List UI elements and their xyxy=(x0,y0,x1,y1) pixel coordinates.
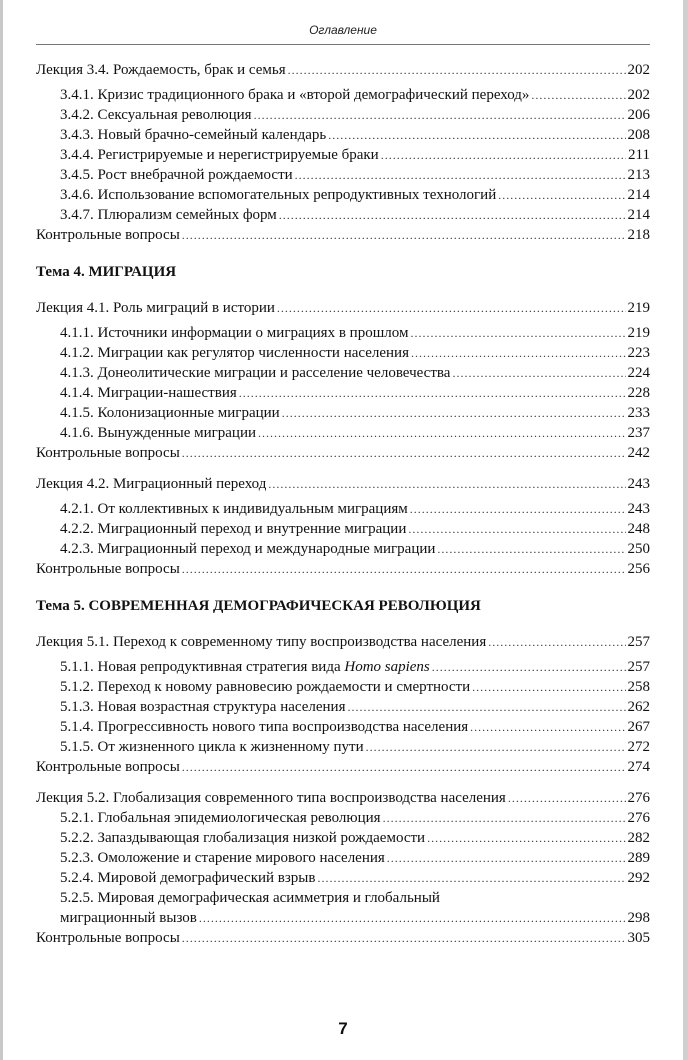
toc-entry-title: 5.1.4. Прогрессивность нового типа воспроизводства населения xyxy=(60,719,469,735)
toc-entry-page: 206 xyxy=(627,107,650,123)
toc-entry-title: 5.2.2. Запаздывающая глобализация низкой рождаемости xyxy=(60,830,426,846)
toc-lecture-4-1[interactable] xyxy=(36,298,650,318)
toc-entry-page: 289 xyxy=(627,850,650,866)
toc-control-questions[interactable] xyxy=(36,225,650,245)
toc-entry-page: 214 xyxy=(627,207,650,223)
toc-entry-page: 211 xyxy=(628,147,650,163)
toc-theme-heading: Тема 4. МИГРАЦИЯ xyxy=(36,264,177,280)
toc-entry-title: 5.2.3. Омоложение и старение мирового населения xyxy=(60,850,385,866)
leader-dots xyxy=(488,632,625,652)
leader-dots xyxy=(258,423,625,443)
toc-entry-page: 274 xyxy=(627,759,650,775)
toc-entry-page: 208 xyxy=(627,127,650,143)
toc-entry-page: 224 xyxy=(627,365,650,381)
toc-entry-title: 3.4.4. Регистрируемые и нерегистрируемые браки xyxy=(60,147,379,163)
toc-entry-title: Контрольные вопросы xyxy=(36,227,180,243)
leader-dots xyxy=(277,298,626,318)
toc-entry-title: 4.1.4. Миграции-нашествия xyxy=(60,385,237,401)
toc-item[interactable] xyxy=(36,499,650,519)
toc-entry-title: 4.2.1. От коллективных к индивидуальным миграциям xyxy=(60,501,408,517)
leader-dots xyxy=(182,757,626,777)
table-of-contents xyxy=(36,60,650,948)
toc-entry-page: 214 xyxy=(627,187,650,203)
toc-entry-page: 305 xyxy=(627,930,650,946)
toc-entry-page: 219 xyxy=(627,300,650,316)
toc-entry-title: Лекция 4.1. Роль миграций в истории xyxy=(36,300,275,316)
leader-dots xyxy=(282,403,626,423)
toc-lecture-4-2[interactable] xyxy=(36,474,650,494)
toc-entry-title: 4.1.3. Донеолитические миграции и расселение человечества xyxy=(60,365,451,381)
toc-entry-page: 202 xyxy=(627,87,650,103)
toc-entry-page: 282 xyxy=(627,830,650,846)
toc-entry-title-italic: Homo sapiens xyxy=(344,659,430,675)
toc-item[interactable] xyxy=(36,808,650,828)
toc-entry-title: Контрольные вопросы xyxy=(36,759,180,775)
toc-entry-page: 242 xyxy=(627,445,650,461)
toc-entry-page: 257 xyxy=(627,659,650,675)
toc-entry-page: 276 xyxy=(627,810,650,826)
toc-entry-title: 4.2.2. Миграционный переход и внутренние миграции xyxy=(60,521,407,537)
toc-entry-title: Лекция 5.1. Переход к современному типу воспроизводства населения xyxy=(36,634,487,650)
leader-dots xyxy=(427,828,625,848)
toc-item-wrapped-line1[interactable] xyxy=(36,888,650,908)
toc-item[interactable] xyxy=(36,539,650,559)
page-edge-right xyxy=(683,0,688,1060)
toc-entry-title: 5.1.3. Новая возрастная структура населения xyxy=(60,699,346,715)
leader-dots xyxy=(472,677,625,697)
toc-entry-page: 223 xyxy=(627,345,650,361)
leader-dots xyxy=(432,657,626,677)
leader-dots xyxy=(328,125,625,145)
toc-entry-page: 218 xyxy=(627,227,650,243)
toc-control-questions[interactable] xyxy=(36,559,650,579)
leader-dots xyxy=(387,848,626,868)
toc-item[interactable] xyxy=(36,205,650,225)
toc-entry-title-prefix: 5.1.1. Новая репродуктивная стратегия вида xyxy=(60,659,345,675)
toc-control-questions[interactable] xyxy=(36,928,650,948)
toc-entry-page: 262 xyxy=(627,699,650,715)
toc-entry-page: 219 xyxy=(627,325,650,341)
leader-dots xyxy=(508,788,626,808)
toc-item[interactable] xyxy=(36,105,650,125)
toc-entry-page: 213 xyxy=(627,167,650,183)
toc-entry-title: 3.4.1. Кризис традиционного брака и «второй демографический переход» xyxy=(60,87,530,103)
leader-dots xyxy=(182,559,626,579)
running-head: Оглавление xyxy=(309,23,377,37)
leader-dots xyxy=(470,717,625,737)
toc-entry-title: 5.1.2. Переход к новому равновесию рождаемости и смертности xyxy=(60,679,471,695)
leader-dots xyxy=(254,105,626,125)
toc-entry-page: 248 xyxy=(627,521,650,537)
toc-item[interactable] xyxy=(36,848,650,868)
toc-entry-page: 243 xyxy=(627,476,650,492)
toc-entry-title: 4.1.5. Колонизационные миграции xyxy=(60,405,280,421)
leader-dots xyxy=(295,165,626,185)
toc-entry-title: 3.4.7. Плюрализм семейных форм xyxy=(60,207,277,223)
leader-dots xyxy=(347,697,625,717)
leader-dots xyxy=(383,808,626,828)
toc-item[interactable] xyxy=(36,737,650,757)
toc-item-wrapped-line2[interactable] xyxy=(36,908,650,928)
leader-dots xyxy=(268,474,625,494)
toc-entry-page: 267 xyxy=(627,719,650,735)
toc-entry-title: Контрольные вопросы xyxy=(36,561,180,577)
leader-dots xyxy=(410,499,626,519)
toc-item[interactable] xyxy=(36,383,650,403)
page-number: 7 xyxy=(338,1019,348,1038)
leader-dots xyxy=(381,145,626,165)
leader-dots xyxy=(288,60,626,80)
toc-entry-page: 258 xyxy=(627,679,650,695)
leader-dots xyxy=(410,323,625,343)
toc-entry-title: 3.4.5. Рост внебрачной рождаемости xyxy=(60,167,293,183)
toc-entry-title: 3.4.2. Сексуальная революция xyxy=(60,107,252,123)
toc-entry-page: 257 xyxy=(627,634,650,650)
toc-item[interactable] xyxy=(36,717,650,737)
leader-dots xyxy=(411,343,626,363)
document-page xyxy=(3,0,683,1060)
toc-entry-title: 4.1.6. Вынужденные миграции xyxy=(60,425,257,441)
toc-entry-title: 3.4.3. Новый брачно-семейный календарь xyxy=(60,127,327,143)
toc-lecture-5-1[interactable] xyxy=(36,632,650,652)
toc-item[interactable] xyxy=(36,403,650,423)
toc-entry-page: 237 xyxy=(627,425,650,441)
toc-entry-title: 5.2.1. Глобальная эпидемиологическая революция xyxy=(60,810,381,826)
toc-entry-page: 272 xyxy=(627,739,650,755)
toc-control-questions[interactable] xyxy=(36,757,650,777)
leader-dots xyxy=(182,928,626,948)
toc-entry-title: 5.1.5. От жизненного цикла к жизненному пути xyxy=(60,739,364,755)
toc-entry-page: 256 xyxy=(627,561,650,577)
leader-dots xyxy=(408,519,625,539)
leader-dots xyxy=(498,185,625,205)
toc-entry-title: Контрольные вопросы xyxy=(36,445,180,461)
toc-entry-page: 292 xyxy=(627,870,650,886)
toc-item[interactable] xyxy=(36,323,650,343)
leader-dots xyxy=(452,363,625,383)
leader-dots xyxy=(239,383,626,403)
toc-entry-page: 243 xyxy=(627,501,650,517)
toc-entry-title: 5.2.5. Мировая демографическая асимметрия и глобальный xyxy=(60,890,440,906)
toc-entry-title: миграционный вызов xyxy=(60,910,197,926)
leader-dots xyxy=(366,737,626,757)
toc-entry-title: Лекция 5.2. Глобализация современного типа воспроизводства населения xyxy=(36,790,506,806)
toc-entry-title: Лекция 3.4. Рождаемость, брак и семья xyxy=(36,62,286,78)
toc-item[interactable] xyxy=(36,423,650,443)
toc-entry-title: 4.2.3. Миграционный переход и международные миграции xyxy=(60,541,436,557)
toc-entry-title: 5.2.4. Мировой демографический взрыв xyxy=(60,870,316,886)
toc-item[interactable] xyxy=(36,828,650,848)
toc-entry-title xyxy=(60,657,430,677)
toc-entry-title: 4.1.1. Источники информации о миграциях в прошлом xyxy=(60,325,409,341)
toc-item[interactable] xyxy=(36,363,650,383)
leader-dots xyxy=(182,443,626,463)
toc-item[interactable] xyxy=(36,677,650,697)
header-rule xyxy=(36,44,650,45)
toc-entry-title: 4.1.2. Миграции как регулятор численности населения xyxy=(60,345,409,361)
toc-item[interactable] xyxy=(36,165,650,185)
toc-entry-title: Лекция 4.2. Миграционный переход xyxy=(36,476,267,492)
toc-lecture-3-4[interactable] xyxy=(36,60,650,80)
toc-entry-page: 228 xyxy=(627,385,650,401)
toc-item[interactable] xyxy=(36,697,650,717)
toc-item[interactable] xyxy=(36,85,650,105)
toc-item[interactable] xyxy=(36,519,650,539)
leader-dots xyxy=(182,225,626,245)
toc-item[interactable] xyxy=(36,657,650,677)
toc-entry-page: 250 xyxy=(627,541,650,557)
toc-entry-title: Контрольные вопросы xyxy=(36,930,180,946)
toc-theme-heading: Тема 5. СОВРЕМЕННАЯ ДЕМОГРАФИЧЕСКАЯ РЕВОЛЮЦИЯ xyxy=(36,598,481,614)
leader-dots xyxy=(279,205,626,225)
toc-entry-page: 202 xyxy=(627,62,650,78)
toc-entry-page: 233 xyxy=(627,405,650,421)
toc-entry-title: 3.4.6. Использование вспомогательных репродуктивных технологий xyxy=(60,187,497,203)
toc-item[interactable] xyxy=(36,125,650,145)
toc-item[interactable] xyxy=(36,185,650,205)
toc-item[interactable] xyxy=(36,145,650,165)
leader-dots xyxy=(531,85,625,105)
toc-item[interactable] xyxy=(36,868,650,888)
toc-entry-page: 298 xyxy=(627,910,650,926)
toc-item[interactable] xyxy=(36,343,650,363)
toc-entry-page: 276 xyxy=(627,790,650,806)
leader-dots xyxy=(437,539,625,559)
toc-lecture-5-2[interactable] xyxy=(36,788,650,808)
leader-dots xyxy=(317,868,625,888)
toc-control-questions[interactable] xyxy=(36,443,650,463)
leader-dots xyxy=(199,908,626,928)
